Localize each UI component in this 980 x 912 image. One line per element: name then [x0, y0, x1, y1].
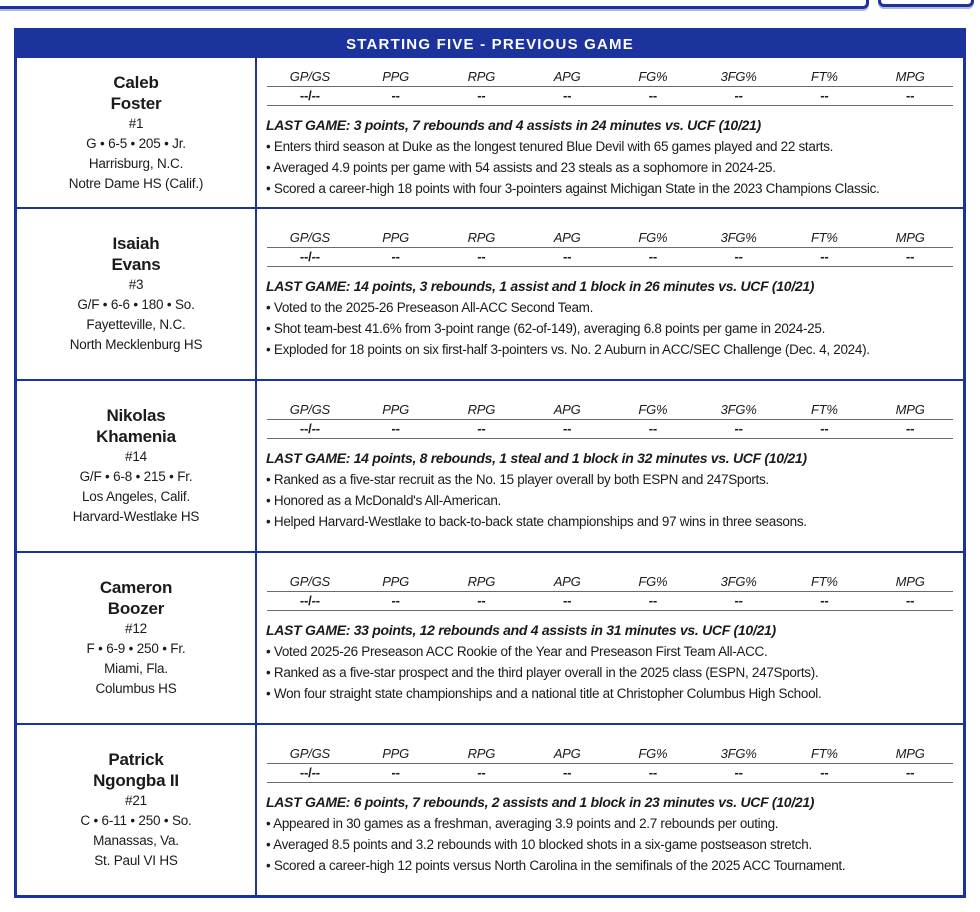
- player-info: [17, 58, 257, 207]
- last-game-line: LAST GAME: 14 points, 8 rebounds, 1 steal and 1 block in 32 minutes vs. UCF (10/21): [266, 450, 807, 466]
- player-first-name: Patrick: [108, 750, 164, 769]
- stats-mini-table: [267, 400, 953, 439]
- player-first-name: Nikolas: [106, 406, 166, 425]
- stats-values-row: [267, 248, 953, 267]
- stat-column-header: APG: [553, 746, 581, 761]
- stats-header-row: [267, 744, 953, 764]
- player-note: • Voted to the 2025-26 Preseason All-ACC Second Team.: [266, 297, 955, 318]
- stat-column-header: APG: [553, 230, 581, 245]
- stat-value: --: [905, 421, 915, 436]
- stat-value: --: [820, 421, 829, 436]
- stat-value: --: [905, 765, 915, 780]
- stat-value: --: [648, 593, 657, 608]
- player-note: • Scored a career-high 18 points with four 3-pointers against Michigan State in the 2023 Champions Classic.: [266, 178, 955, 199]
- last-game-line: LAST GAME: 3 points, 7 rebounds and 4 assists in 24 minutes vs. UCF (10/21): [266, 116, 761, 133]
- stat-value: --: [562, 765, 572, 780]
- stat-value: --: [562, 593, 572, 608]
- stat-value: --: [734, 593, 743, 608]
- stat-value: --: [648, 249, 657, 264]
- stat-value: --: [734, 249, 743, 264]
- stats-header-row: [267, 400, 953, 420]
- player-high-school: Notre Dame HS (Calif.): [68, 175, 204, 191]
- stats-values-row: [267, 87, 953, 106]
- stat-value: --: [820, 249, 829, 264]
- last-game-line: LAST GAME: 6 points, 7 rebounds, 2 assists and 1 block in 23 minutes vs. UCF (10/21): [266, 794, 815, 810]
- player-details: [257, 209, 963, 379]
- stats-mini-table: [267, 67, 953, 106]
- stat-column-header: MPG: [895, 746, 925, 761]
- player-number: #1: [128, 115, 144, 131]
- player-note: • Voted 2025-26 Preseason ACC Rookie of the Year and Preseason First Team All-ACC.: [266, 641, 955, 662]
- stat-column-header: APG: [553, 68, 581, 84]
- player-number: #21: [125, 793, 147, 808]
- stat-value: --/--: [299, 593, 320, 608]
- player-row: [17, 207, 963, 379]
- top-partial-box-left: [0, 0, 869, 9]
- stat-value: --: [734, 87, 743, 103]
- stat-value: --: [820, 765, 829, 780]
- stat-value: --: [391, 765, 400, 780]
- player-note: • Scored a career-high 12 points versus North Carolina in the semifinals of the 2025 ACC Tournament.: [266, 855, 955, 876]
- stat-column-header: FG%: [638, 68, 668, 84]
- stat-column-header: 3FG%: [720, 402, 757, 417]
- player-notes: [265, 641, 955, 704]
- stat-column-header: FG%: [638, 230, 668, 245]
- stat-value: --: [391, 593, 400, 608]
- player-info: [17, 725, 257, 895]
- starting-five-table: [14, 28, 966, 898]
- stat-value: --: [477, 421, 486, 436]
- player-high-school: Harvard-Westlake HS: [72, 509, 200, 524]
- stats-mini-table: [267, 744, 953, 783]
- player-first-name: Caleb: [113, 72, 159, 92]
- stat-column-header: MPG: [895, 230, 925, 245]
- player-info: [17, 553, 257, 723]
- stats-header-row: [267, 228, 953, 248]
- stat-column-header: PPG: [382, 230, 410, 245]
- top-partial-box-right: [878, 0, 974, 7]
- stat-column-header: APG: [553, 574, 581, 589]
- stat-column-header: FT%: [810, 402, 838, 417]
- player-note: • Honored as a McDonald's All-American.: [266, 490, 955, 511]
- stat-column-header: GP/GS: [289, 574, 330, 589]
- player-note: • Averaged 4.9 points per game with 54 assists and 23 steals as a sophomore in 2024-25.: [266, 157, 955, 178]
- player-row: [17, 58, 963, 207]
- last-game-line: LAST GAME: 14 points, 3 rebounds, 1 assist and 1 block in 26 minutes vs. UCF (10/21): [266, 278, 815, 294]
- player-hometown: Manassas, Va.: [93, 833, 179, 848]
- player-details: [257, 553, 963, 723]
- stat-column-header: RPG: [467, 574, 496, 589]
- player-hometown: Miami, Fla.: [104, 661, 168, 676]
- stat-column-header: FT%: [810, 746, 838, 761]
- player-high-school: St. Paul VI HS: [94, 853, 178, 868]
- player-notes: [265, 813, 955, 876]
- stat-value: --: [562, 249, 572, 264]
- player-hometown: Fayetteville, N.C.: [86, 317, 186, 332]
- player-bio: G • 6-5 • 205 • Jr.: [86, 135, 186, 151]
- stat-value: --: [820, 87, 829, 103]
- stat-column-header: 3FG%: [720, 230, 757, 245]
- stat-column-header: 3FG%: [720, 746, 757, 761]
- player-bio: G/F • 6-6 • 180 • So.: [77, 297, 195, 312]
- player-note: • Appeared in 30 games as a freshman, averaging 3.9 points and 2.7 rebounds per outing.: [266, 813, 955, 834]
- player-notes: [265, 136, 955, 199]
- stat-column-header: GP/GS: [289, 402, 330, 417]
- stats-values-row: [267, 764, 953, 783]
- player-info: [17, 209, 257, 379]
- stats-header-row: [267, 67, 953, 87]
- stat-column-header: MPG: [895, 402, 925, 417]
- stat-column-header: FG%: [638, 402, 668, 417]
- stat-column-header: RPG: [467, 746, 496, 761]
- player-last-name: Boozer: [107, 599, 165, 618]
- stat-column-header: GP/GS: [289, 746, 330, 761]
- stat-column-header: APG: [553, 402, 581, 417]
- stat-column-header: RPG: [467, 402, 496, 417]
- player-details: [257, 725, 963, 895]
- table-title: STARTING FIVE - PREVIOUS GAME: [17, 31, 963, 58]
- player-info: [17, 381, 257, 551]
- stat-column-header: PPG: [382, 574, 410, 589]
- player-last-name: Khamenia: [96, 427, 176, 446]
- player-note: • Ranked as a five-star recruit as the No. 15 player overall by both ESPN and 247Sports.: [266, 469, 955, 490]
- player-hometown: Los Angeles, Calif.: [81, 489, 191, 504]
- stat-column-header: GP/GS: [289, 230, 330, 245]
- player-note: • Enters third season at Duke as the longest tenured Blue Devil with 65 games played and 22 starts.: [266, 136, 955, 157]
- player-notes: [265, 297, 955, 360]
- stat-column-header: PPG: [382, 402, 410, 417]
- stat-value: --/--: [299, 249, 320, 264]
- stat-column-header: RPG: [467, 68, 496, 84]
- player-row: [17, 551, 963, 723]
- player-notes: [265, 469, 955, 532]
- player-high-school: Columbus HS: [95, 681, 177, 696]
- player-note: • Helped Harvard-Westlake to back-to-back state championships and 97 wins in three seasons.: [266, 511, 955, 532]
- stat-value: --: [477, 249, 486, 264]
- stat-column-header: MPG: [895, 574, 925, 589]
- player-last-name: Foster: [110, 93, 162, 113]
- player-last-name: Evans: [111, 255, 161, 274]
- player-bio: F • 6-9 • 250 • Fr.: [86, 641, 186, 656]
- stat-value: --: [391, 87, 400, 103]
- stat-value: --: [905, 87, 915, 103]
- player-note: • Exploded for 18 points on six first-half 3-pointers vs. No. 2 Auburn in ACC/SEC Challenge (Dec. 4, 2024).: [266, 339, 955, 360]
- last-game-line: LAST GAME: 33 points, 12 rebounds and 4 assists in 31 minutes vs. UCF (10/21): [266, 622, 776, 638]
- stat-column-header: FG%: [638, 746, 668, 761]
- stat-value: --: [391, 249, 400, 264]
- stat-value: --: [734, 765, 743, 780]
- player-note: • Won four straight state championships and a national title at Christopher Columbus High School.: [266, 683, 955, 704]
- stat-column-header: MPG: [895, 68, 925, 84]
- player-last-name: Ngongba II: [93, 771, 179, 790]
- stat-value: --: [562, 87, 572, 103]
- stat-column-header: 3FG%: [720, 574, 757, 589]
- player-note: • Shot team-best 41.6% from 3-point range (62-of-149), averaging 6.8 points per game in 2024-25.: [266, 318, 955, 339]
- player-details: [257, 381, 963, 551]
- player-rows: [17, 58, 963, 895]
- player-row: [17, 379, 963, 551]
- stat-column-header: PPG: [382, 68, 410, 84]
- stats-mini-table: [267, 228, 953, 267]
- player-number: #12: [125, 621, 147, 636]
- stats-mini-table: [267, 572, 953, 611]
- stat-column-header: 3FG%: [720, 68, 757, 84]
- stat-column-header: GP/GS: [289, 68, 330, 84]
- player-bio: G/F • 6-8 • 215 • Fr.: [79, 469, 193, 484]
- stat-value: --: [820, 593, 829, 608]
- stat-value: --: [734, 421, 743, 436]
- stat-value: --/--: [299, 87, 320, 103]
- player-first-name: Isaiah: [112, 234, 160, 253]
- stat-value: --: [477, 87, 486, 103]
- player-row: [17, 723, 963, 895]
- player-hometown: Harrisburg, N.C.: [88, 155, 184, 171]
- player-number: #3: [128, 277, 144, 292]
- stat-value: --: [391, 421, 400, 436]
- stat-column-header: FT%: [810, 574, 838, 589]
- stat-value: --: [905, 593, 915, 608]
- stat-value: --: [562, 421, 572, 436]
- stat-value: --: [477, 765, 486, 780]
- stat-value: --: [477, 593, 486, 608]
- stat-column-header: FT%: [810, 230, 838, 245]
- stat-value: --/--: [299, 421, 320, 436]
- player-details: [257, 58, 963, 207]
- player-note: • Ranked as a five-star prospect and the third player overall in the 2025 class (ESPN, 247Sports).: [266, 662, 955, 683]
- player-note: • Averaged 8.5 points and 3.2 rebounds with 10 blocked shots in a six-game postseason stretch.: [266, 834, 955, 855]
- stat-value: --/--: [299, 765, 320, 780]
- stat-value: --: [648, 765, 657, 780]
- stat-column-header: FG%: [638, 574, 668, 589]
- stat-value: --: [648, 421, 657, 436]
- player-bio: C • 6-11 • 250 • So.: [80, 813, 192, 828]
- player-high-school: North Mecklenburg HS: [69, 337, 203, 352]
- player-number: #14: [125, 449, 147, 464]
- player-first-name: Cameron: [99, 578, 173, 597]
- stat-column-header: PPG: [382, 746, 410, 761]
- stat-column-header: RPG: [467, 230, 496, 245]
- stats-header-row: [267, 572, 953, 592]
- stats-values-row: [267, 592, 953, 611]
- stat-value: --: [905, 249, 915, 264]
- stats-values-row: [267, 420, 953, 439]
- stat-value: --: [648, 87, 657, 103]
- stat-column-header: FT%: [810, 68, 838, 84]
